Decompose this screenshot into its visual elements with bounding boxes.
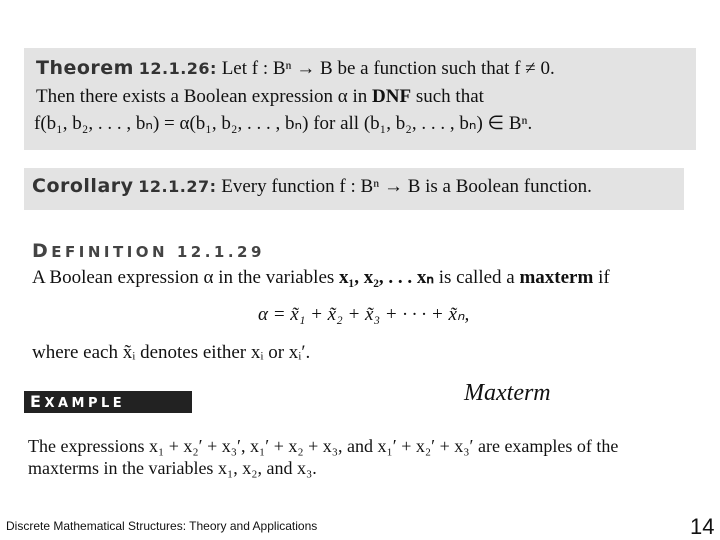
theorem-line-1 <box>36 57 555 80</box>
definition-heading-rest: EFINITION 12.1.29 <box>51 243 265 261</box>
theorem-number: 12.1.26: <box>138 59 217 78</box>
example-line-1: The expressions x₁ + x₂′ + x₃′, x₁′ + x₂ + x₃, and x₁′ + x₂′ + x₃′ are examples of the <box>28 436 619 456</box>
footer-text: Discrete Mathematical Structures: Theory and Applications <box>6 519 318 533</box>
theorem-text-1: Let f : Bⁿ → B be a function such that f ≠ 0. <box>221 58 555 79</box>
maxterm-formula: α = x̃₁ + x̃₂ + x̃₃ + · · · + x̃ₙ, <box>258 304 470 325</box>
definition-text-1c: if <box>593 267 610 288</box>
definition-text-1a: A Boolean expression α in the variables <box>32 267 340 288</box>
definition-vars: x₁, x₂, . . . xₙ <box>339 267 434 288</box>
theorem-line-3: f(b₁, b₂, . . . , bₙ) = α(b₁, b₂, . . . , bₙ) for all (b₁, b₂, . . . , bₙ) ∈ Bⁿ. <box>34 113 533 134</box>
example-initial: E <box>30 392 45 411</box>
definition-line-1 <box>32 266 610 289</box>
example-line-2: maxterms in the variables x₁, x₂, and x₃. <box>28 458 317 478</box>
theorem-text-2b: such that <box>411 86 484 107</box>
definition-maxterm-keyword: maxterm <box>519 267 594 288</box>
definition-text-1b: is called a <box>434 267 520 288</box>
corollary-line <box>32 175 592 198</box>
theorem-dnf: DNF <box>372 86 412 107</box>
corollary-number: 12.1.27: <box>138 177 217 196</box>
definition-heading <box>32 240 265 262</box>
definition-initial: D <box>32 240 52 262</box>
example-heading <box>24 391 192 433</box>
theorem-line-2 <box>36 86 484 108</box>
theorem-text-2a: Then there exists a Boolean expression α in <box>36 86 373 107</box>
definition-where: where each x̃ᵢ denotes either xᵢ or xᵢ′. <box>32 342 311 363</box>
maxterm-annotation: Maxterm <box>464 380 551 406</box>
example-heading-rest: XAMPLE 12.1.30 <box>30 396 126 433</box>
page-number: 14 <box>690 514 715 539</box>
theorem-label: Theorem <box>36 57 134 79</box>
corollary-label: Corollary <box>32 175 134 197</box>
corollary-text: Every function f : Bⁿ → B is a Boolean function. <box>221 176 592 197</box>
